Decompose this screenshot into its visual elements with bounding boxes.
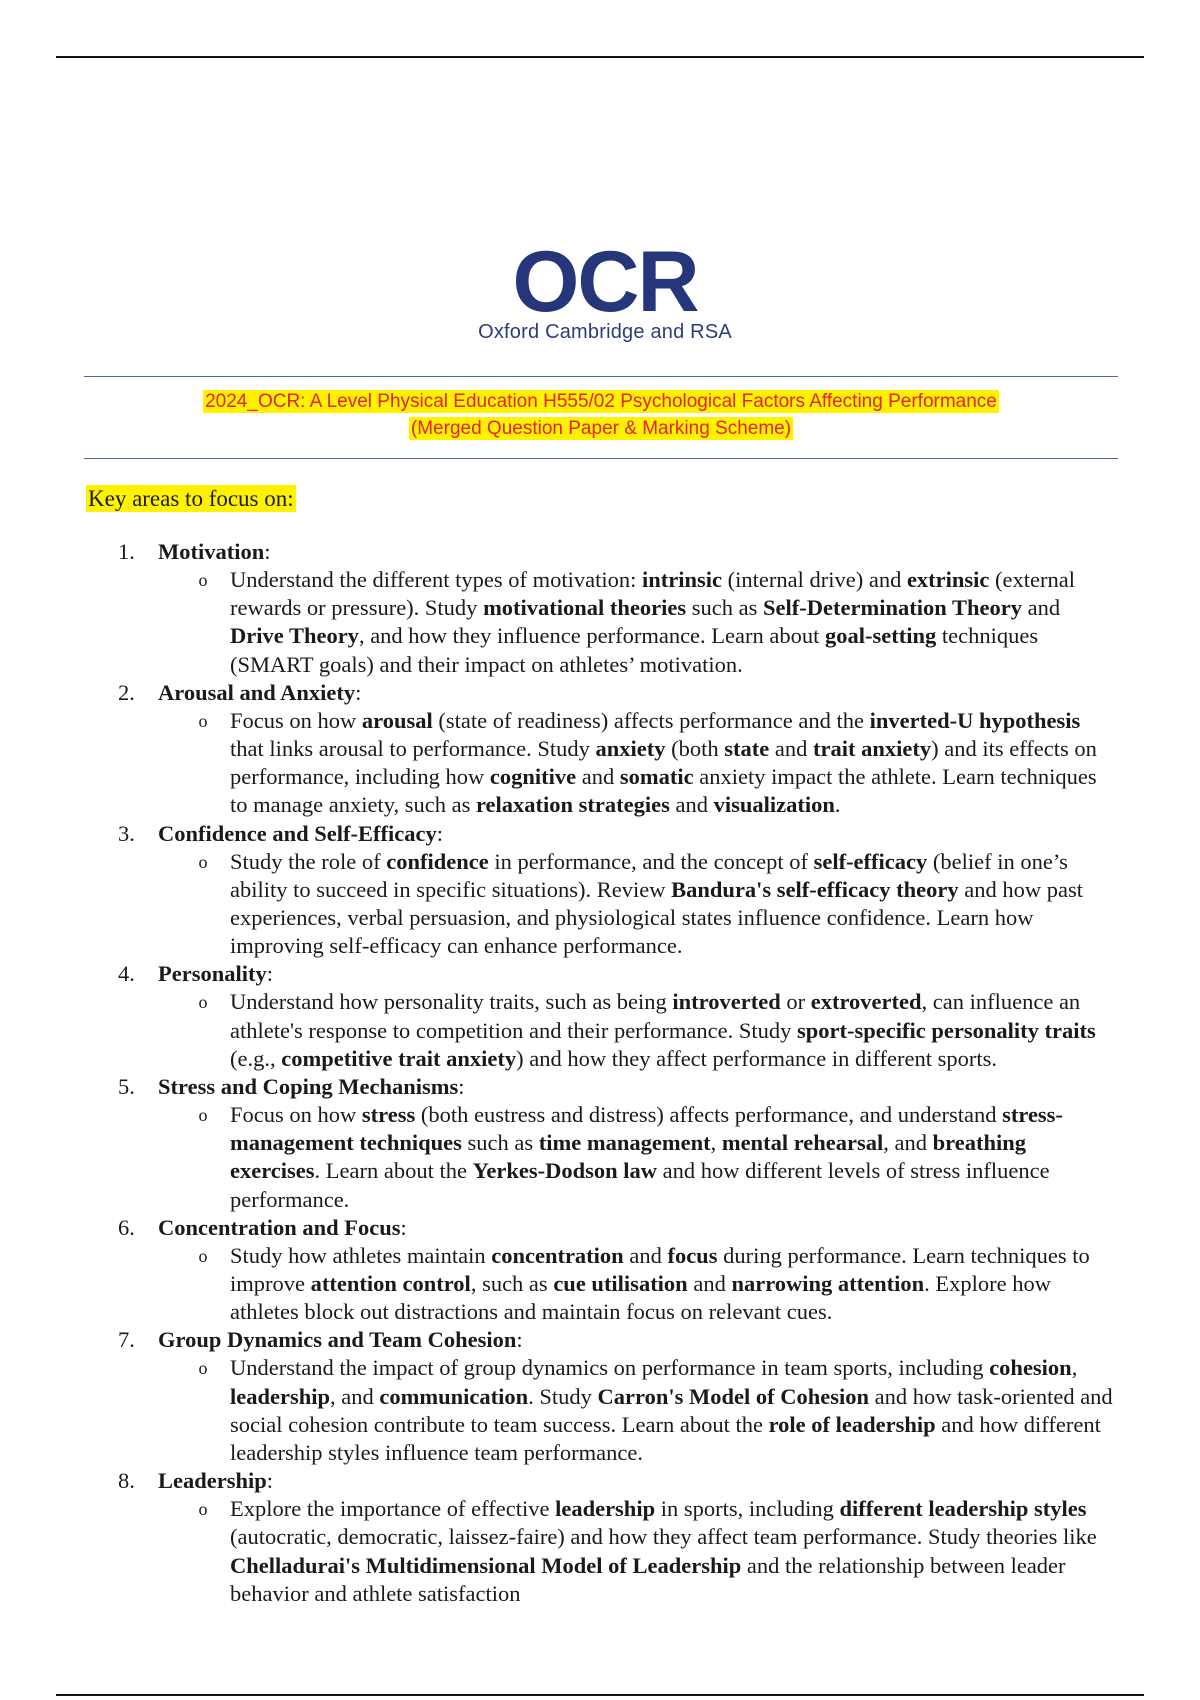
- hollow-bullet-icon: o: [198, 992, 208, 1013]
- document-title: [84, 388, 1118, 442]
- topic-bullet: [198, 1242, 1114, 1327]
- topic-description: Understand how personality traits, such as being introverted or extroverted, can influence an athlete's response to competition and their performance. Study sport-specific personality traits (e.g., competitive trait anxiety) and how they affect performance in different sports.: [230, 989, 1096, 1071]
- bottom-page-rule: [56, 1694, 1144, 1696]
- topic-description: Focus on how arousal (state of readiness) affects performance and the inverted-U hypothesis that links arousal to performance. Study anxiety (both state and trait anxiety) and its effects on performance, including how cognitive and somatic anxiety impact the athlete. Learn techniques to manage anxiety, such as relaxation strategies and visualization.: [230, 707, 1097, 818]
- ocr-logo: [455, 245, 755, 355]
- topic-item: [0, 960, 1200, 1073]
- topic-number: 4.: [118, 961, 135, 987]
- topic-title: Stress and Coping Mechanisms:: [158, 1074, 465, 1100]
- hollow-bullet-icon: o: [198, 1245, 208, 1266]
- topic-description: Focus on how stress (both eustress and distress) affects performance, and understand stress-management techniques such as time management, mental rehearsal, and breathing exercises. Learn about the Yerkes-Dodson law and how different levels of stress influence performance.: [230, 1102, 1063, 1212]
- title-rule-bottom: [84, 458, 1118, 459]
- logo-subtitle: Oxford Cambridge and RSA: [478, 321, 732, 343]
- ocr-wordmark-text: OCR: [512, 245, 698, 317]
- topic-item: [0, 1326, 1200, 1467]
- topic-description: Explore the importance of effective leadership in sports, including different leadership styles (autocratic, democratic, laissez-faire) and how they affect team performance. Study theories like Chelladurai's Multidimensional Model of Leadership and the relationship between leader behavior and athlete satisfaction: [230, 1496, 1097, 1606]
- topic-title: Leadership:: [158, 1468, 274, 1494]
- document-title-line-2: (Merged Question Paper & Marking Scheme): [410, 418, 792, 439]
- topic-number: 2.: [118, 679, 135, 705]
- topic-bullet: [198, 988, 1114, 1073]
- topic-title: Concentration and Focus:: [158, 1214, 407, 1240]
- top-page-rule: [56, 56, 1144, 58]
- topic-title: Motivation:: [158, 539, 271, 564]
- topic-title: Group Dynamics and Team Cohesion:: [158, 1327, 523, 1353]
- topic-item: [0, 820, 1200, 961]
- topic-bullet: [198, 848, 1114, 961]
- topic-number: 8.: [118, 1468, 135, 1494]
- topic-item: [0, 1467, 1200, 1608]
- topic-bullet: [198, 707, 1114, 820]
- topic-title: Confidence and Self-Efficacy:: [158, 820, 443, 846]
- hollow-bullet-icon: o: [198, 570, 208, 590]
- topic-item: [0, 679, 1200, 820]
- hollow-bullet-icon: o: [198, 1499, 208, 1520]
- topic-item: [0, 1073, 1200, 1214]
- topic-number: 7.: [118, 1327, 135, 1353]
- topic-number: 3.: [118, 820, 135, 846]
- hollow-bullet-icon: o: [198, 1105, 208, 1126]
- topic-bullet: [198, 1495, 1114, 1608]
- title-rule-top: [84, 376, 1118, 377]
- hollow-bullet-icon: o: [198, 851, 208, 872]
- topic-number: 6.: [118, 1214, 135, 1240]
- ocr-wordmark: [465, 245, 745, 317]
- hollow-bullet-icon: o: [198, 1358, 208, 1379]
- focus-heading-text: Key areas to focus on:: [88, 486, 294, 511]
- topic-list: [0, 538, 1200, 1608]
- topic-item: [0, 1214, 1200, 1327]
- topic-number: 5.: [118, 1074, 135, 1100]
- topic-title: Arousal and Anxiety:: [158, 679, 362, 705]
- topic-description: Study the role of confidence in performance, and the concept of self-efficacy (belief in one’s ability to succeed in specific situations). Review Bandura's self-efficacy theory and how past experiences, verbal persuasion, and physiological states influence confidence. Learn how improving self-efficacy can enhance performance.: [230, 848, 1083, 959]
- topic-bullet: [198, 566, 1114, 679]
- hollow-bullet-icon: o: [198, 710, 208, 731]
- topic-bullet: [198, 1354, 1114, 1467]
- topic-title: Personality:: [158, 961, 273, 987]
- topic-number: 1.: [118, 539, 135, 564]
- topic-description: Understand the impact of group dynamics on performance in team sports, including cohesion, leadership, and communication. Study Carron's Model of Cohesion and how task-oriented and social cohesion contribute to team success. Learn about the role of leadership and how different leadership styles influence team performance.: [230, 1355, 1113, 1466]
- topic-description: Study how athletes maintain concentration and focus during performance. Learn techniques to improve attention control, such as cue utilisation and narrowing attention. Explore how athletes block out distractions and maintain focus on relevant cues.: [230, 1242, 1090, 1325]
- topic-bullet: [198, 1101, 1114, 1214]
- document-title-line-1: 2024_OCR: A Level Physical Education H555/02 Psychological Factors Affecting Performance: [205, 391, 997, 412]
- topic-description: Understand the different types of motivation: intrinsic (internal drive) and extrinsic (external rewards or pressure). Study motivational theories such as Self-Determination Theory and Drive Theory, and how they influence performance. Learn about goal-setting techniques (SMART goals) and their impact on athletes’ motivation.: [230, 567, 1075, 677]
- focus-heading: [86, 484, 296, 514]
- topic-item: [0, 538, 1200, 679]
